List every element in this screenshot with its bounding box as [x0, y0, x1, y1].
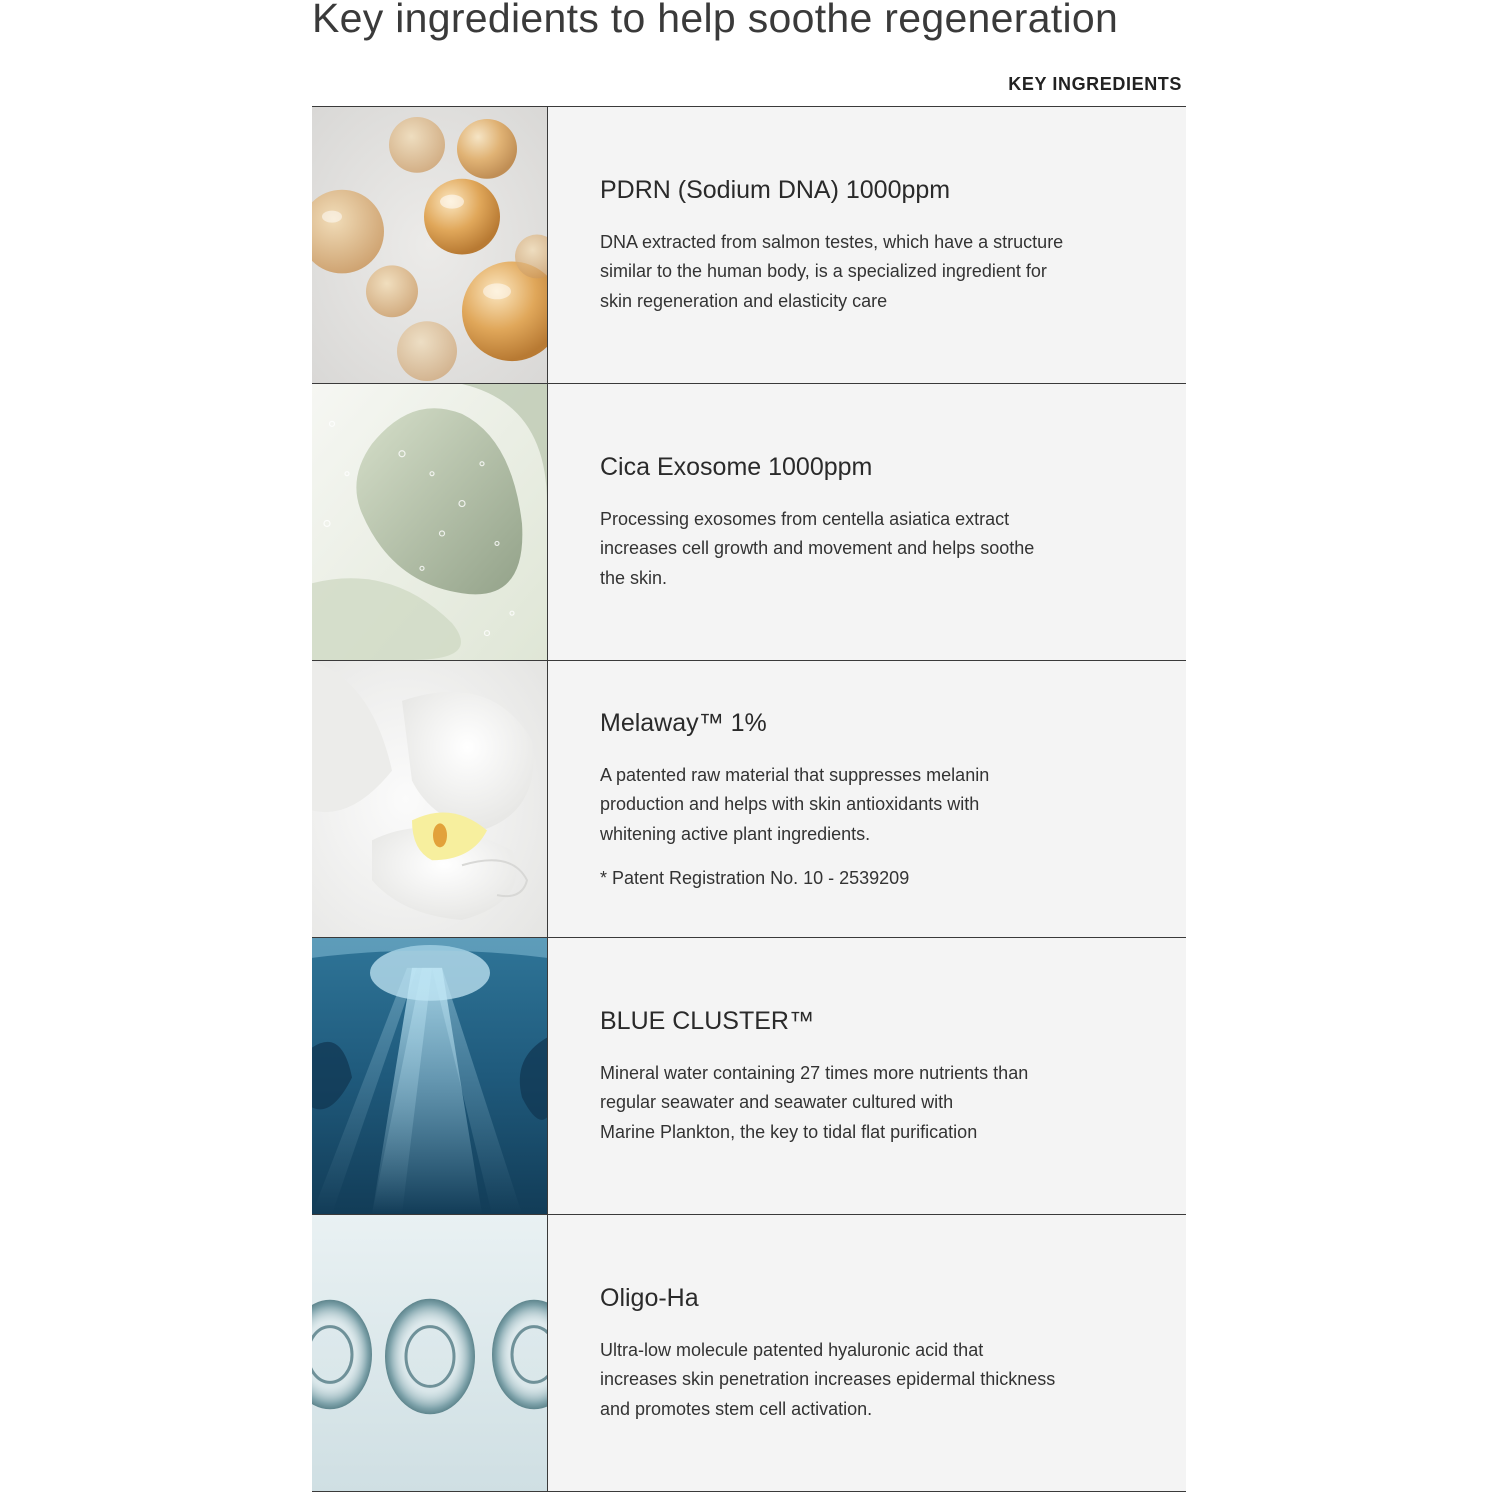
- ingredients-table: [312, 106, 1186, 1492]
- ingredient-content: [548, 938, 1186, 1214]
- amber-capsules-image: [312, 107, 548, 383]
- ingredient-name: Cica Exosome 1000ppm: [600, 452, 873, 481]
- ingredient-name: PDRN (Sodium DNA) 1000ppm: [600, 175, 951, 204]
- page-title: Key ingredients to help soothe regeneration: [312, 0, 1119, 41]
- ingredient-name: BLUE CLUSTER™: [600, 1006, 814, 1035]
- ingredient-row-cica: [312, 384, 1186, 661]
- ingredient-row-blue-cluster: [312, 938, 1186, 1215]
- ingredient-description: A patented raw material that suppresses melanin production and helps with skin antioxidants with whitening active plant ingredients.: [600, 764, 990, 844]
- molecule-bubbles-image: [312, 1215, 548, 1491]
- ingredient-row-pdrn: [312, 107, 1186, 384]
- ingredient-content: [548, 384, 1186, 660]
- ingredient-description: Processing exosomes from centella asiatica extract increases cell growth and movement and helps soothe the skin.: [600, 508, 1035, 588]
- ingredient-description: Mineral water containing 27 times more nutrients than regular seawater and seawater cultured with Marine Plankton, the key to tidal flat purification: [600, 1062, 1029, 1142]
- ingredient-content: [548, 661, 1186, 937]
- ingredient-description: DNA extracted from salmon testes, which have a structure similar to the human body, is a specialized ingredient for skin regeneration and elasticity care: [600, 231, 1064, 311]
- ingredient-row-oligo-ha: [312, 1215, 1186, 1492]
- green-gel-image: [312, 384, 548, 660]
- patent-note: * Patent Registration No. 10 - 2539209: [600, 868, 910, 889]
- white-orchid-image: [312, 661, 548, 937]
- section-label: KEY INGREDIENTS: [1008, 74, 1182, 94]
- ingredient-name: Melaway™ 1%: [600, 708, 767, 737]
- underwater-light-image: [312, 938, 548, 1214]
- ingredient-content: [548, 1215, 1186, 1491]
- ingredient-name: Oligo-Ha: [600, 1283, 699, 1312]
- ingredient-description: Ultra-low molecule patented hyaluronic acid that increases skin penetration increases epidermal thickness and promotes stem cell activation.: [600, 1339, 1056, 1419]
- ingredient-content: [548, 107, 1186, 383]
- ingredient-row-melaway: [312, 661, 1186, 938]
